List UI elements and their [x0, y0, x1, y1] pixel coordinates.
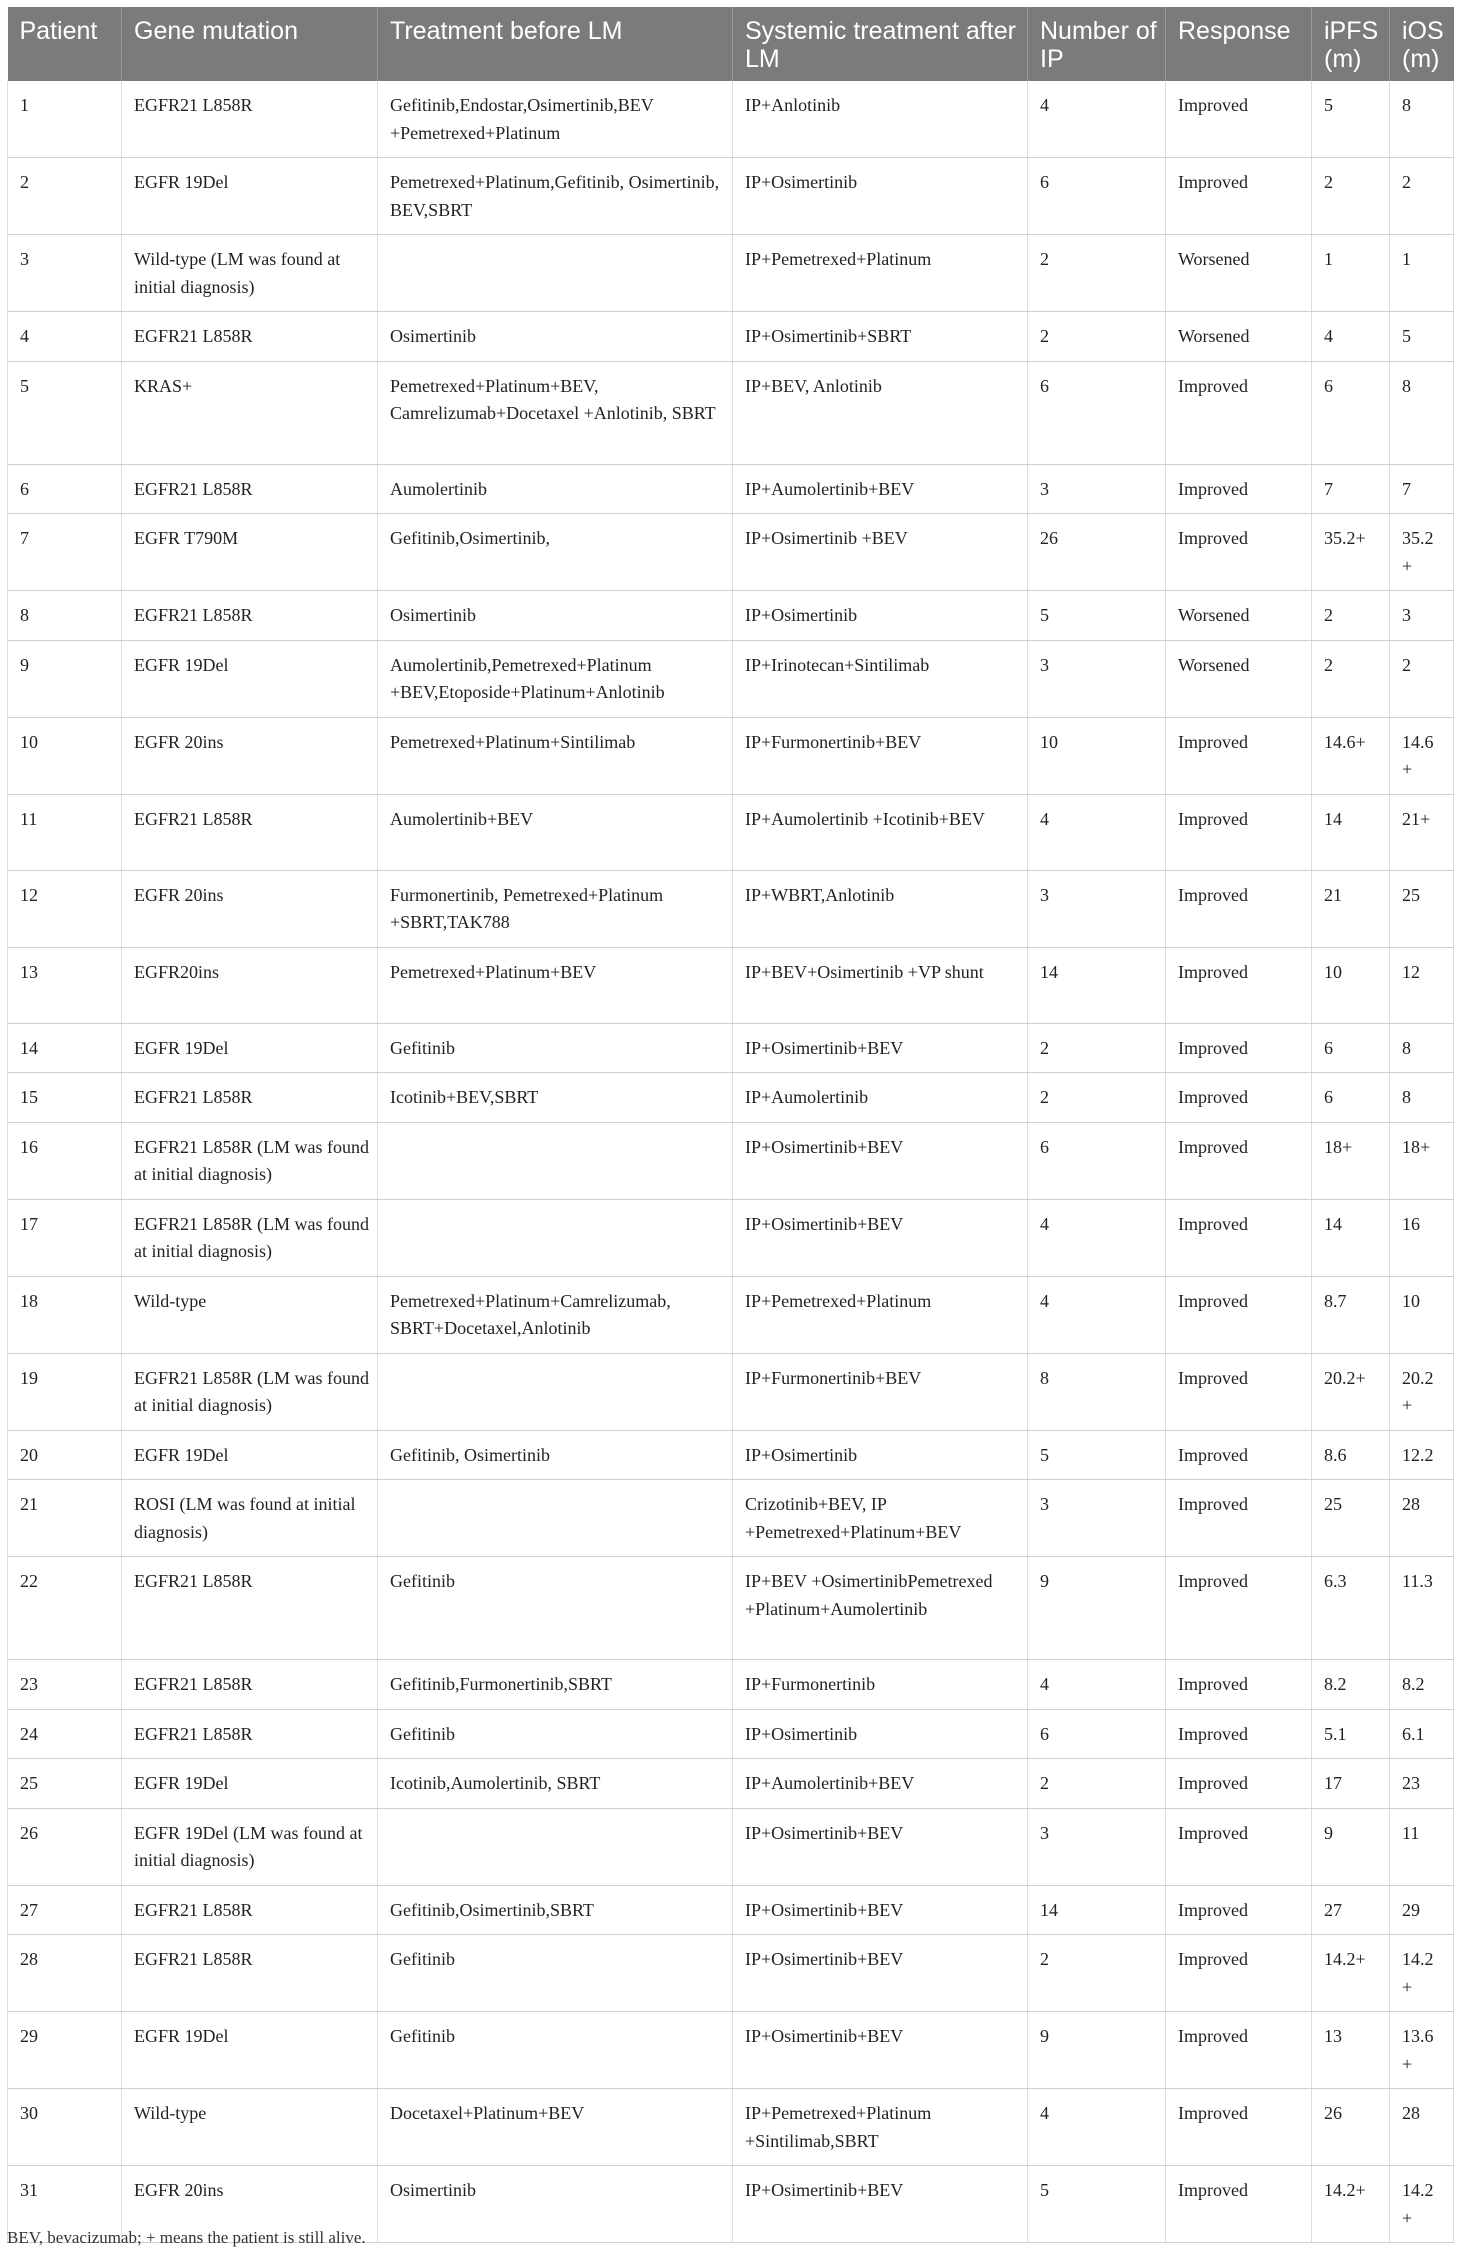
cell-response: Improved — [1166, 1557, 1312, 1660]
cell-ipfs: 8.2 — [1312, 1660, 1390, 1710]
cell-gene-mutation: EGFR21 L858R (LM was found at initial diagnosis) — [122, 1353, 378, 1430]
cell-ios: 11 — [1390, 1808, 1454, 1885]
cell-number-of-ip: 6 — [1028, 1709, 1166, 1759]
cell-response: Improved — [1166, 1660, 1312, 1710]
cell-treatment-after-lm: IP+Furmonertinib+BEV — [733, 717, 1028, 794]
cell-ios: 23 — [1390, 1759, 1454, 1809]
cell-gene-mutation: EGFR 19Del — [122, 640, 378, 717]
header-patient: Patient — [8, 7, 122, 81]
cell-response: Worsened — [1166, 640, 1312, 717]
cell-ipfs: 25 — [1312, 1480, 1390, 1557]
cell-number-of-ip: 3 — [1028, 870, 1166, 947]
cell-ios: 25 — [1390, 870, 1454, 947]
cell-ios: 13.6 + — [1390, 2012, 1454, 2089]
cell-ios: 8 — [1390, 1023, 1454, 1073]
cell-treatment-before-lm: Osimertinib — [378, 2166, 733, 2243]
cell-ipfs: 18+ — [1312, 1122, 1390, 1199]
cell-treatment-after-lm: IP+Osimertinib+BEV — [733, 1122, 1028, 1199]
cell-ipfs: 1 — [1312, 235, 1390, 312]
cell-ios: 10 — [1390, 1276, 1454, 1353]
table-row — [8, 1023, 1454, 1073]
cell-ios: 12 — [1390, 947, 1454, 1023]
cell-response: Improved — [1166, 1759, 1312, 1809]
table-row — [8, 312, 1454, 362]
cell-gene-mutation: EGFR 19Del — [122, 2012, 378, 2089]
table-row — [8, 947, 1454, 1023]
cell-gene-mutation: EGFR21 L858R — [122, 81, 378, 158]
cell-response: Improved — [1166, 1935, 1312, 2012]
cell-treatment-before-lm: Osimertinib — [378, 312, 733, 362]
cell-treatment-after-lm: IP+Osimertinib — [733, 591, 1028, 641]
cell-ios: 20.2 + — [1390, 1353, 1454, 1430]
cell-response: Improved — [1166, 1199, 1312, 1276]
cell-gene-mutation: EGFR21 L858R — [122, 1557, 378, 1660]
cell-patient: 12 — [8, 870, 122, 947]
cell-ios: 28 — [1390, 2089, 1454, 2166]
header-number-of-ip: Number of IP — [1028, 7, 1166, 81]
cell-patient: 22 — [8, 1557, 122, 1660]
cell-treatment-before-lm — [378, 1199, 733, 1276]
cell-number-of-ip: 4 — [1028, 2089, 1166, 2166]
cell-gene-mutation: EGFR 20ins — [122, 2166, 378, 2243]
cell-treatment-after-lm: IP+Osimertinib — [733, 158, 1028, 235]
cell-treatment-before-lm: Gefitinib,Osimertinib,SBRT — [378, 1885, 733, 1935]
cell-ios: 11.3 — [1390, 1557, 1454, 1660]
cell-treatment-after-lm: IP+BEV +OsimertinibPemetrexed +Platinum+Aumolertinib — [733, 1557, 1028, 1660]
cell-treatment-after-lm: IP+WBRT,Anlotinib — [733, 870, 1028, 947]
cell-gene-mutation: EGFR 19Del — [122, 1430, 378, 1480]
cell-treatment-after-lm: IP+Irinotecan+Sintilimab — [733, 640, 1028, 717]
cell-response: Improved — [1166, 870, 1312, 947]
cell-treatment-after-lm: IP+Aumolertinib+BEV — [733, 1759, 1028, 1809]
cell-ipfs: 14.2+ — [1312, 2166, 1390, 2243]
cell-patient: 28 — [8, 1935, 122, 2012]
cell-patient: 2 — [8, 158, 122, 235]
cell-ios: 8 — [1390, 1073, 1454, 1123]
table-row — [8, 1808, 1454, 1885]
cell-ios: 29 — [1390, 1885, 1454, 1935]
cell-number-of-ip: 10 — [1028, 717, 1166, 794]
cell-treatment-after-lm: IP+Osimertinib+SBRT — [733, 312, 1028, 362]
cell-ipfs: 10 — [1312, 947, 1390, 1023]
cell-treatment-before-lm: Gefitinib — [378, 1709, 733, 1759]
cell-treatment-after-lm: Crizotinib+BEV, IP +Pemetrexed+Platinum+BEV — [733, 1480, 1028, 1557]
cell-patient: 21 — [8, 1480, 122, 1557]
cell-ipfs: 14.2+ — [1312, 1935, 1390, 2012]
cell-ios: 8.2 — [1390, 1660, 1454, 1710]
header-treatment-before-lm: Treatment before LM — [378, 7, 733, 81]
table-row — [8, 1073, 1454, 1123]
cell-ipfs: 35.2+ — [1312, 514, 1390, 591]
patient-table — [7, 7, 1454, 2243]
cell-number-of-ip: 4 — [1028, 794, 1166, 870]
cell-treatment-before-lm: Gefitinib,Osimertinib, — [378, 514, 733, 591]
cell-response: Worsened — [1166, 591, 1312, 641]
cell-treatment-before-lm: Aumolertinib+BEV — [378, 794, 733, 870]
table-row — [8, 1199, 1454, 1276]
header-systemic-treatment-after-lm: Systemic treatment after LM — [733, 7, 1028, 81]
cell-ios: 2 — [1390, 158, 1454, 235]
cell-gene-mutation: EGFR21 L858R — [122, 1709, 378, 1759]
cell-response: Improved — [1166, 794, 1312, 870]
cell-patient: 13 — [8, 947, 122, 1023]
cell-number-of-ip: 26 — [1028, 514, 1166, 591]
cell-gene-mutation: EGFR21 L858R — [122, 794, 378, 870]
table-row — [8, 1122, 1454, 1199]
cell-ipfs: 17 — [1312, 1759, 1390, 1809]
cell-gene-mutation: EGFR21 L858R — [122, 464, 378, 514]
table-row — [8, 81, 1454, 158]
cell-ipfs: 5 — [1312, 81, 1390, 158]
cell-ipfs: 8.6 — [1312, 1430, 1390, 1480]
cell-treatment-before-lm: Gefitinib — [378, 2012, 733, 2089]
cell-response: Improved — [1166, 81, 1312, 158]
cell-response: Improved — [1166, 2012, 1312, 2089]
cell-gene-mutation: EGFR21 L858R — [122, 312, 378, 362]
cell-ios: 2 — [1390, 640, 1454, 717]
cell-number-of-ip: 8 — [1028, 1353, 1166, 1430]
cell-response: Improved — [1166, 1353, 1312, 1430]
cell-patient: 9 — [8, 640, 122, 717]
cell-gene-mutation: EGFR20ins — [122, 947, 378, 1023]
table-row — [8, 158, 1454, 235]
cell-number-of-ip: 4 — [1028, 1276, 1166, 1353]
cell-number-of-ip: 2 — [1028, 1935, 1166, 2012]
table-row — [8, 2089, 1454, 2166]
cell-patient: 15 — [8, 1073, 122, 1123]
cell-ipfs: 21 — [1312, 870, 1390, 947]
cell-gene-mutation: EGFR 19Del — [122, 158, 378, 235]
cell-treatment-after-lm: IP+Osimertinib +BEV — [733, 514, 1028, 591]
cell-number-of-ip: 5 — [1028, 591, 1166, 641]
cell-gene-mutation: KRAS+ — [122, 361, 378, 464]
cell-treatment-before-lm: Pemetrexed+Platinum+Camrelizumab, SBRT+Docetaxel,Anlotinib — [378, 1276, 733, 1353]
table-row — [8, 235, 1454, 312]
cell-patient: 10 — [8, 717, 122, 794]
cell-ipfs: 6 — [1312, 1023, 1390, 1073]
cell-response: Improved — [1166, 1073, 1312, 1123]
cell-number-of-ip: 3 — [1028, 1480, 1166, 1557]
cell-patient: 6 — [8, 464, 122, 514]
cell-treatment-before-lm: Gefitinib,Endostar,Osimertinib,BEV +Pemetrexed+Platinum — [378, 81, 733, 158]
cell-patient: 26 — [8, 1808, 122, 1885]
cell-ios: 3 — [1390, 591, 1454, 641]
cell-ipfs: 2 — [1312, 591, 1390, 641]
table-row — [8, 870, 1454, 947]
table-row — [8, 1759, 1454, 1809]
cell-number-of-ip: 2 — [1028, 1759, 1166, 1809]
cell-number-of-ip: 2 — [1028, 312, 1166, 362]
cell-gene-mutation: EGFR 20ins — [122, 717, 378, 794]
table-footnote: BEV, bevacizumab; + means the patient is still alive. — [7, 2228, 366, 2247]
cell-treatment-after-lm: IP+Osimertinib+BEV — [733, 1885, 1028, 1935]
cell-number-of-ip: 3 — [1028, 1808, 1166, 1885]
cell-treatment-after-lm: IP+Aumolertinib — [733, 1073, 1028, 1123]
cell-patient: 19 — [8, 1353, 122, 1430]
cell-ios: 6.1 — [1390, 1709, 1454, 1759]
cell-treatment-before-lm — [378, 235, 733, 312]
table-row — [8, 514, 1454, 591]
cell-response: Improved — [1166, 2089, 1312, 2166]
table-row — [8, 794, 1454, 870]
cell-ios: 1 — [1390, 235, 1454, 312]
cell-ipfs: 26 — [1312, 2089, 1390, 2166]
table-row — [8, 1935, 1454, 2012]
cell-response: Worsened — [1166, 235, 1312, 312]
cell-patient: 31 — [8, 2166, 122, 2243]
cell-patient: 7 — [8, 514, 122, 591]
cell-treatment-before-lm: Gefitinib, Osimertinib — [378, 1430, 733, 1480]
cell-treatment-before-lm — [378, 1122, 733, 1199]
cell-treatment-after-lm: IP+Furmonertinib+BEV — [733, 1353, 1028, 1430]
cell-response: Improved — [1166, 1709, 1312, 1759]
cell-number-of-ip: 3 — [1028, 640, 1166, 717]
cell-treatment-after-lm: IP+Osimertinib+BEV — [733, 1808, 1028, 1885]
cell-ios: 5 — [1390, 312, 1454, 362]
cell-treatment-after-lm: IP+Aumolertinib+BEV — [733, 464, 1028, 514]
cell-number-of-ip: 6 — [1028, 361, 1166, 464]
cell-gene-mutation: Wild-type — [122, 2089, 378, 2166]
cell-number-of-ip: 6 — [1028, 1122, 1166, 1199]
cell-treatment-after-lm: IP+Osimertinib+BEV — [733, 2166, 1028, 2243]
cell-treatment-after-lm: IP+Pemetrexed+Platinum — [733, 235, 1028, 312]
cell-gene-mutation: EGFR21 L858R — [122, 1073, 378, 1123]
cell-number-of-ip: 5 — [1028, 2166, 1166, 2243]
cell-treatment-after-lm: IP+Osimertinib+BEV — [733, 1935, 1028, 2012]
cell-treatment-after-lm: IP+Osimertinib+BEV — [733, 2012, 1028, 2089]
cell-treatment-before-lm — [378, 1480, 733, 1557]
cell-ipfs: 14 — [1312, 1199, 1390, 1276]
table-row — [8, 1353, 1454, 1430]
cell-treatment-before-lm: Icotinib,Aumolertinib, SBRT — [378, 1759, 733, 1809]
cell-treatment-before-lm: Gefitinib — [378, 1023, 733, 1073]
cell-patient: 24 — [8, 1709, 122, 1759]
cell-treatment-before-lm: Icotinib+BEV,SBRT — [378, 1073, 733, 1123]
cell-patient: 17 — [8, 1199, 122, 1276]
cell-ios: 8 — [1390, 81, 1454, 158]
cell-treatment-before-lm: Gefitinib — [378, 1935, 733, 2012]
cell-number-of-ip: 5 — [1028, 1430, 1166, 1480]
cell-treatment-after-lm: IP+Osimertinib — [733, 1430, 1028, 1480]
header-ipfs: iPFS (m) — [1312, 7, 1390, 81]
cell-treatment-before-lm: Pemetrexed+Platinum+Sintilimab — [378, 717, 733, 794]
cell-ios: 14.6 + — [1390, 717, 1454, 794]
cell-response: Improved — [1166, 1480, 1312, 1557]
cell-response: Improved — [1166, 2166, 1312, 2243]
table-row — [8, 1885, 1454, 1935]
cell-response: Improved — [1166, 158, 1312, 235]
cell-number-of-ip: 14 — [1028, 947, 1166, 1023]
cell-ios: 14.2 + — [1390, 2166, 1454, 2243]
cell-treatment-before-lm: Aumolertinib,Pemetrexed+Platinum +BEV,Etoposide+Platinum+Anlotinib — [378, 640, 733, 717]
cell-ipfs: 14 — [1312, 794, 1390, 870]
cell-treatment-after-lm: IP+Pemetrexed+Platinum +Sintilimab,SBRT — [733, 2089, 1028, 2166]
cell-patient: 11 — [8, 794, 122, 870]
cell-gene-mutation: EGFR21 L858R — [122, 1935, 378, 2012]
cell-gene-mutation: EGFR 19Del — [122, 1023, 378, 1073]
cell-patient: 5 — [8, 361, 122, 464]
cell-ipfs: 5.1 — [1312, 1709, 1390, 1759]
cell-ipfs: 2 — [1312, 640, 1390, 717]
cell-patient: 23 — [8, 1660, 122, 1710]
cell-treatment-before-lm: Gefitinib,Furmonertinib,SBRT — [378, 1660, 733, 1710]
table-header — [8, 7, 1454, 81]
cell-ipfs: 7 — [1312, 464, 1390, 514]
cell-treatment-before-lm: Gefitinib — [378, 1557, 733, 1660]
cell-patient: 1 — [8, 81, 122, 158]
cell-patient: 8 — [8, 591, 122, 641]
cell-number-of-ip: 4 — [1028, 1660, 1166, 1710]
cell-response: Improved — [1166, 1808, 1312, 1885]
cell-patient: 4 — [8, 312, 122, 362]
cell-treatment-before-lm: Osimertinib — [378, 591, 733, 641]
cell-response: Worsened — [1166, 312, 1312, 362]
cell-patient: 3 — [8, 235, 122, 312]
table-row — [8, 640, 1454, 717]
cell-patient: 16 — [8, 1122, 122, 1199]
cell-ios: 28 — [1390, 1480, 1454, 1557]
cell-treatment-before-lm: Pemetrexed+Platinum+BEV — [378, 947, 733, 1023]
cell-treatment-after-lm: IP+Anlotinib — [733, 81, 1028, 158]
cell-response: Improved — [1166, 514, 1312, 591]
cell-treatment-before-lm: Aumolertinib — [378, 464, 733, 514]
cell-number-of-ip: 4 — [1028, 81, 1166, 158]
cell-number-of-ip: 14 — [1028, 1885, 1166, 1935]
cell-treatment-before-lm: Furmonertinib, Pemetrexed+Platinum +SBRT,TAK788 — [378, 870, 733, 947]
cell-ios: 7 — [1390, 464, 1454, 514]
cell-treatment-before-lm — [378, 1808, 733, 1885]
cell-response: Improved — [1166, 1122, 1312, 1199]
cell-patient: 30 — [8, 2089, 122, 2166]
header-gene-mutation: Gene mutation — [122, 7, 378, 81]
cell-treatment-after-lm: IP+Osimertinib+BEV — [733, 1199, 1028, 1276]
cell-patient: 20 — [8, 1430, 122, 1480]
cell-response: Improved — [1166, 947, 1312, 1023]
cell-response: Improved — [1166, 361, 1312, 464]
table-row — [8, 1430, 1454, 1480]
table-row — [8, 1557, 1454, 1660]
cell-number-of-ip: 3 — [1028, 464, 1166, 514]
cell-number-of-ip: 4 — [1028, 1199, 1166, 1276]
cell-gene-mutation: EGFR 20ins — [122, 870, 378, 947]
cell-gene-mutation: EGFR21 L858R — [122, 1660, 378, 1710]
header-row — [8, 7, 1454, 81]
cell-response: Improved — [1166, 1276, 1312, 1353]
table-row — [8, 1709, 1454, 1759]
cell-ipfs: 27 — [1312, 1885, 1390, 1935]
cell-gene-mutation: Wild-type — [122, 1276, 378, 1353]
cell-ios: 16 — [1390, 1199, 1454, 1276]
cell-gene-mutation: EGFR 19Del (LM was found at initial diagnosis) — [122, 1808, 378, 1885]
cell-treatment-before-lm: Pemetrexed+Platinum,Gefitinib, Osimertinib, BEV,SBRT — [378, 158, 733, 235]
cell-patient: 29 — [8, 2012, 122, 2089]
table-row — [8, 361, 1454, 464]
cell-response: Improved — [1166, 1885, 1312, 1935]
cell-ipfs: 20.2+ — [1312, 1353, 1390, 1430]
table-row — [8, 1276, 1454, 1353]
table-body — [8, 81, 1454, 2243]
cell-ipfs: 14.6+ — [1312, 717, 1390, 794]
cell-ios: 21+ — [1390, 794, 1454, 870]
cell-ios: 8 — [1390, 361, 1454, 464]
cell-ipfs: 6 — [1312, 1073, 1390, 1123]
cell-gene-mutation: EGFR21 L858R — [122, 591, 378, 641]
cell-ios: 14.2 + — [1390, 1935, 1454, 2012]
table-row — [8, 1480, 1454, 1557]
table-row — [8, 464, 1454, 514]
cell-gene-mutation: EGFR21 L858R — [122, 1885, 378, 1935]
table-row — [8, 717, 1454, 794]
cell-treatment-after-lm: IP+Osimertinib+BEV — [733, 1023, 1028, 1073]
cell-gene-mutation: EGFR 19Del — [122, 1759, 378, 1809]
cell-ipfs: 9 — [1312, 1808, 1390, 1885]
table-row — [8, 591, 1454, 641]
cell-patient: 14 — [8, 1023, 122, 1073]
cell-ipfs: 4 — [1312, 312, 1390, 362]
cell-number-of-ip: 9 — [1028, 2012, 1166, 2089]
cell-ios: 35.2 + — [1390, 514, 1454, 591]
cell-number-of-ip: 2 — [1028, 1023, 1166, 1073]
cell-patient: 25 — [8, 1759, 122, 1809]
cell-treatment-before-lm: Docetaxel+Platinum+BEV — [378, 2089, 733, 2166]
cell-response: Improved — [1166, 464, 1312, 514]
cell-response: Improved — [1166, 717, 1312, 794]
table-row — [8, 1660, 1454, 1710]
cell-treatment-after-lm: IP+Pemetrexed+Platinum — [733, 1276, 1028, 1353]
cell-ios: 18+ — [1390, 1122, 1454, 1199]
cell-treatment-after-lm: IP+Aumolertinib +Icotinib+BEV — [733, 794, 1028, 870]
cell-patient: 27 — [8, 1885, 122, 1935]
cell-response: Improved — [1166, 1430, 1312, 1480]
cell-gene-mutation: ROSI (LM was found at initial diagnosis) — [122, 1480, 378, 1557]
cell-gene-mutation: EGFR T790M — [122, 514, 378, 591]
cell-treatment-after-lm: IP+Furmonertinib — [733, 1660, 1028, 1710]
cell-gene-mutation: Wild-type (LM was found at initial diagnosis) — [122, 235, 378, 312]
cell-ios: 12.2 — [1390, 1430, 1454, 1480]
header-response: Response — [1166, 7, 1312, 81]
cell-ipfs: 13 — [1312, 2012, 1390, 2089]
cell-ipfs: 6.3 — [1312, 1557, 1390, 1660]
cell-number-of-ip: 6 — [1028, 158, 1166, 235]
cell-ipfs: 6 — [1312, 361, 1390, 464]
cell-gene-mutation: EGFR21 L858R (LM was found at initial diagnosis) — [122, 1122, 378, 1199]
cell-ipfs: 2 — [1312, 158, 1390, 235]
cell-patient: 18 — [8, 1276, 122, 1353]
cell-ipfs: 8.7 — [1312, 1276, 1390, 1353]
cell-treatment-after-lm: IP+Osimertinib — [733, 1709, 1028, 1759]
cell-response: Improved — [1166, 1023, 1312, 1073]
cell-treatment-before-lm: Pemetrexed+Platinum+BEV, Camrelizumab+Docetaxel +Anlotinib, SBRT — [378, 361, 733, 464]
cell-treatment-after-lm: IP+BEV, Anlotinib — [733, 361, 1028, 464]
header-ios: iOS (m) — [1390, 7, 1454, 81]
cell-gene-mutation: EGFR21 L858R (LM was found at initial diagnosis) — [122, 1199, 378, 1276]
cell-number-of-ip: 2 — [1028, 235, 1166, 312]
cell-number-of-ip: 2 — [1028, 1073, 1166, 1123]
cell-number-of-ip: 9 — [1028, 1557, 1166, 1660]
cell-treatment-after-lm: IP+BEV+Osimertinib +VP shunt — [733, 947, 1028, 1023]
table-row — [8, 2012, 1454, 2089]
cell-treatment-before-lm — [378, 1353, 733, 1430]
